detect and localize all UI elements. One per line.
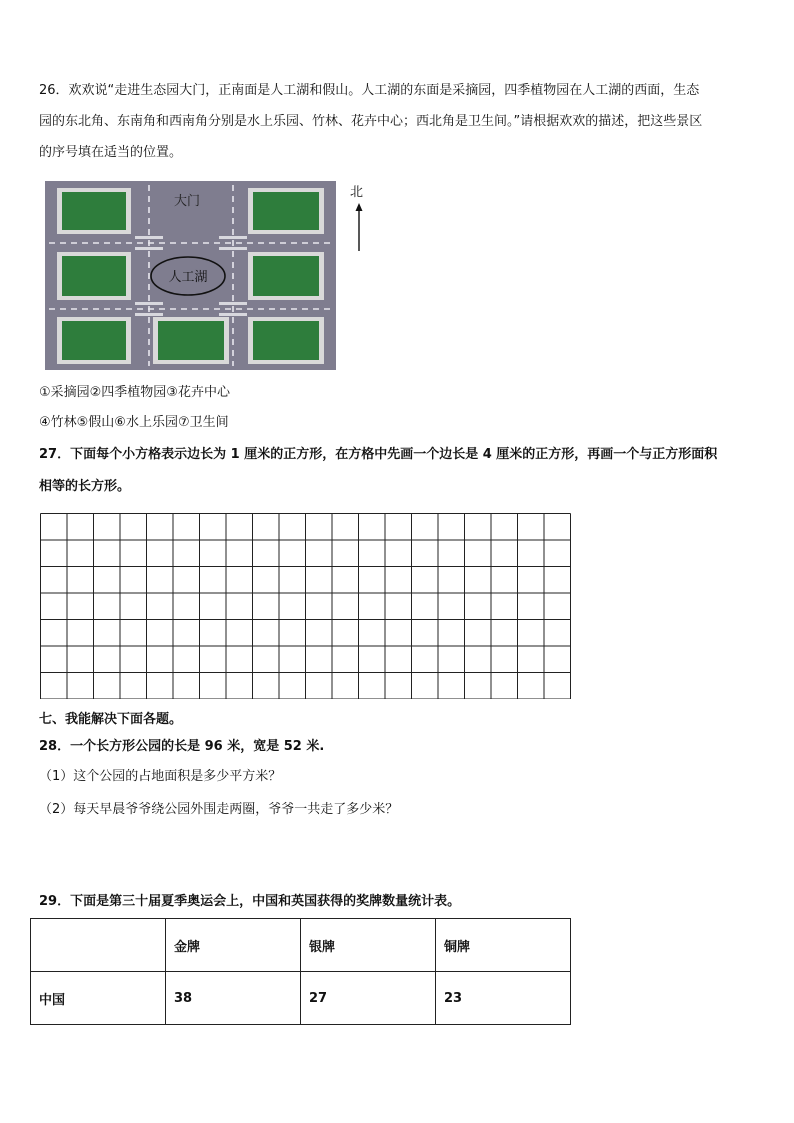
- park-block: [57, 188, 131, 234]
- bronze-count-cell: 23: [436, 972, 571, 1025]
- q28-text: 28．一个长方形公园的长是 96 米，宽是 52 米.: [39, 739, 325, 754]
- header-cell-gold: 金牌: [166, 919, 301, 972]
- q26-text-line3: 的序号填在适当的位置。: [39, 145, 183, 160]
- table-header-row: [31, 919, 571, 972]
- header-cell-empty: [31, 919, 166, 972]
- q27-text-line1: 27．下面每个小方格表示边长为 1 厘米的正方形，在方格中先画一个边长是 4 厘米的正方形，再画一个与正方形面积: [39, 447, 718, 462]
- park-block: [57, 252, 131, 300]
- q26-text-line1: 26．欢欢说“走进生态园大门，正南面是人工湖和假山。人工湖的东面是采摘园，四季植物园在人工湖的西面，生态: [39, 83, 700, 98]
- q27-text-line2: 相等的长方形。: [39, 479, 131, 494]
- silver-count-cell: 27: [301, 972, 436, 1025]
- eco-park-map: [45, 181, 336, 370]
- q26-text-line2: 园的东北角、东南角和西南角分别是水上乐园、竹林、花卉中心；西北角是卫生间。”请根据欢欢的描述，把这些景区: [39, 114, 703, 129]
- lake-label: 人工湖: [168, 270, 208, 285]
- q28-sub2: （2）每天早晨爷爷绕公园外围走两圈，爷爷一共走了多少米？: [39, 802, 399, 817]
- north-arrow-icon: [347, 181, 371, 253]
- q26-options-line2: ④竹林⑤假山⑥水上乐园⑦卫生间: [39, 415, 229, 430]
- q29-text: 29．下面是第三十届夏季奥运会上，中国和英国获得的奖牌数量统计表。: [39, 894, 461, 909]
- medal-table: [30, 918, 571, 1025]
- square-grid[interactable]: [40, 513, 571, 699]
- q28-sub1: （1）这个公园的占地面积是多少平方米？: [39, 769, 282, 784]
- header-cell-bronze: 铜牌: [436, 919, 571, 972]
- country-cell: 中国: [31, 972, 166, 1025]
- park-block: [153, 317, 229, 364]
- header-cell-silver: 银牌: [301, 919, 436, 972]
- q26-options-line1: ①采摘园②四季植物园③花卉中心: [39, 385, 230, 400]
- park-block: [248, 317, 324, 364]
- north-label: 北: [350, 185, 364, 200]
- gold-count-cell: 38: [166, 972, 301, 1025]
- park-block: [57, 317, 131, 364]
- gate-label: 大门: [173, 194, 201, 209]
- table-row: [31, 972, 571, 1025]
- section-title: 七、我能解决下面各题。: [39, 712, 183, 727]
- park-block: [248, 252, 324, 300]
- park-block: [248, 188, 324, 234]
